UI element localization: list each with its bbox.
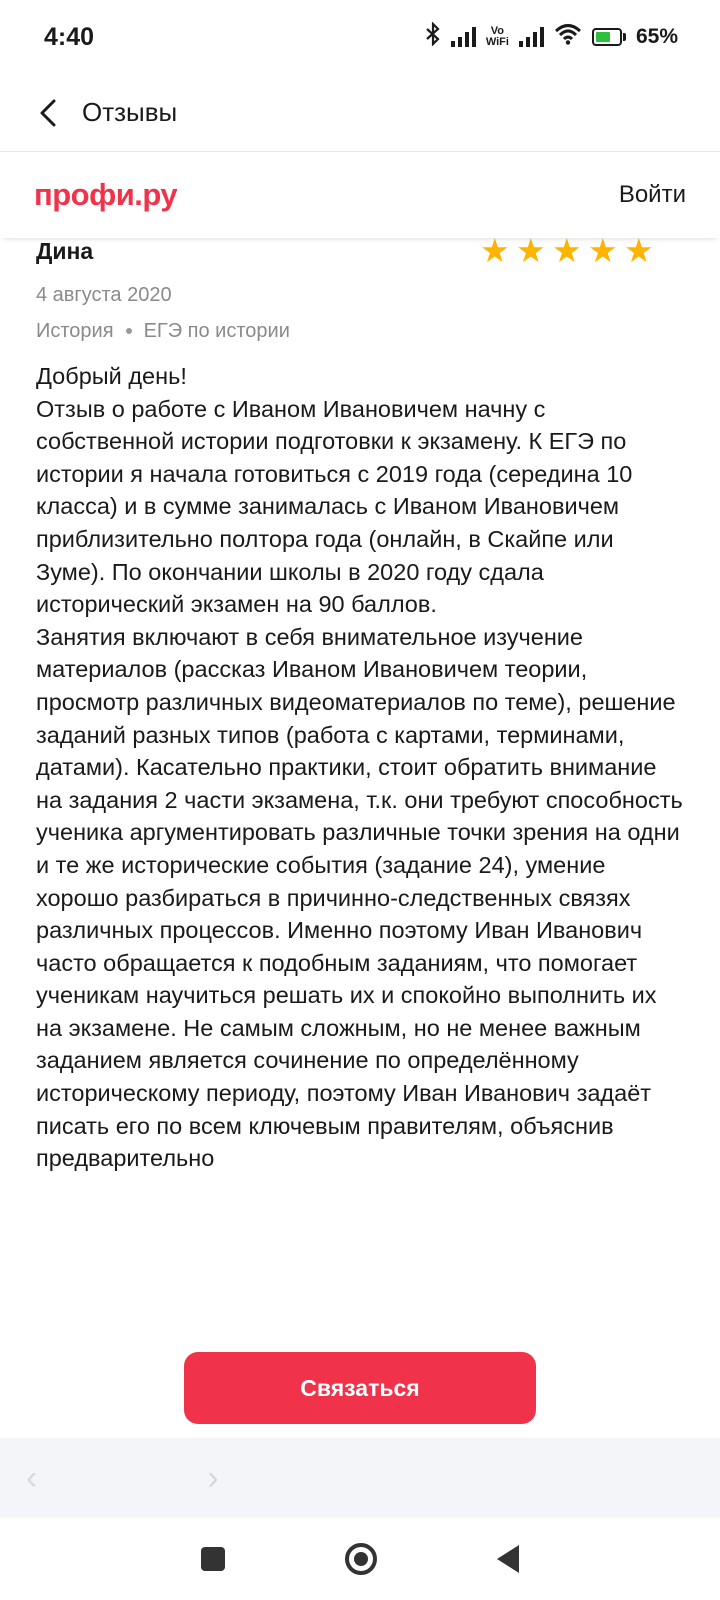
status-bar xyxy=(0,0,720,74)
vowifi-label-top: Vo xyxy=(490,25,505,37)
review-text: Добрый день! Отзыв о работе с Иваном Ивановичем начну с собственной истории подготовки к экзамену. К ЕГЭ по истории я начала готовиться с 2019 года (середина 10 класса) и в сумме занималась с Иваном Ивановичем приблизительно полтора года (онлайн, в Скайпе или Зуме). По окончании школы в 2020 году сдала исторический экзамен на 90 баллов. Занятия включают в себя внимательное изучение материалов (рассказ Иваном Ивановичем теории, просмотр различных видеоматериалов по теме), решение заданий разных типов (работа с картами, терминами, датами). Касательно практики, стоит обратить внимание на задания 2 части экзамена, т.к. они требуют способность ученика аргументировать различные точки зрения на одни и те же исторические события (задание 24), умение хорошо разбираться в причинно-следственных связях различных процессов. Именно поэтому Иван Иванович часто обращается к подобным заданиям, что помогает ученикам научиться решать их и спокойно выполнить их на экзамене. Не самым сложным, но не менее важным заданием является сочинение по определённому историческому периоду, поэтому Иван Иванович задаёт писать его по всем ключевым правителям, объяснив предварительно xyxy=(36,363,683,1172)
cellular-signal-2-icon xyxy=(519,27,544,47)
review-head xyxy=(36,238,684,278)
star-icon: ★ xyxy=(588,238,618,269)
bluetooth-icon xyxy=(425,22,441,52)
battery-percent: 65% xyxy=(635,25,678,48)
star-icon: ★ xyxy=(480,238,510,269)
page-title: Отзывы xyxy=(82,97,178,127)
browser-back-icon[interactable]: ‹ xyxy=(26,1459,38,1497)
review-date: 4 августа 2020 xyxy=(36,284,172,306)
vowifi-label-bottom: WiFi xyxy=(485,36,509,48)
review-tags xyxy=(36,312,684,350)
status-icons xyxy=(425,22,678,52)
rating-stars xyxy=(480,238,654,269)
back-arrow-icon[interactable] xyxy=(28,93,68,133)
vowifi-icon xyxy=(486,26,509,48)
login-link[interactable]: Войти xyxy=(618,181,686,208)
cta-area xyxy=(0,1338,720,1438)
profi-logo[interactable]: профи.ру xyxy=(34,177,178,212)
star-icon: ★ xyxy=(624,238,654,269)
status-time: 4:40 xyxy=(44,22,95,51)
brand-bar xyxy=(0,152,720,238)
reviewer-name: Дина xyxy=(36,238,94,264)
system-back-icon[interactable] xyxy=(497,1545,519,1573)
star-icon: ★ xyxy=(552,238,582,269)
battery-fill xyxy=(596,32,610,42)
scroll-fade xyxy=(0,1300,720,1338)
contact-button[interactable]: Связаться xyxy=(184,1352,536,1424)
review-card xyxy=(0,238,720,1338)
system-nav-bar xyxy=(0,1518,720,1600)
wifi-icon xyxy=(554,23,582,51)
home-icon[interactable] xyxy=(345,1543,377,1575)
cellular-signal-icon xyxy=(451,27,476,47)
star-icon: ★ xyxy=(516,238,546,269)
tag-separator-dot xyxy=(126,328,132,334)
browser-forward-icon[interactable]: › xyxy=(207,1459,219,1497)
recent-apps-icon[interactable] xyxy=(201,1547,225,1571)
battery-icon xyxy=(592,28,626,46)
app-header xyxy=(0,74,720,152)
browser-nav-bar xyxy=(0,1438,720,1518)
review-tag-exam: ЕГЭ по истории xyxy=(143,320,290,342)
review-tag-subject: История xyxy=(36,320,114,342)
